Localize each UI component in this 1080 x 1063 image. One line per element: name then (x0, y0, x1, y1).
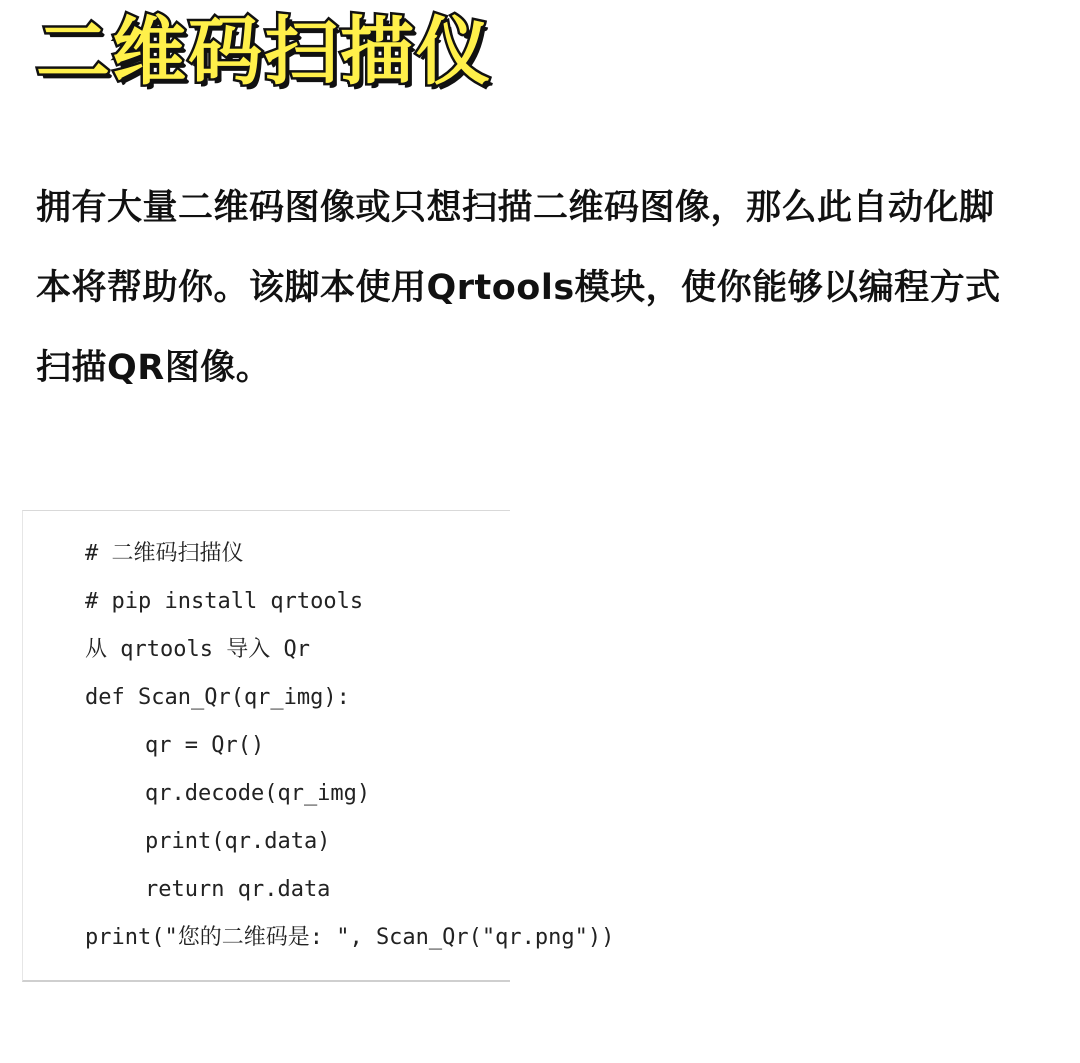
code-block (22, 510, 615, 982)
code-return-line: return qr.data (145, 877, 331, 902)
code-qr-init-line: qr = Qr() (145, 733, 265, 758)
code-def-line: def Scan_Qr(qr_img): (85, 685, 350, 710)
code-decode-line: qr.decode(qr_img) (145, 781, 371, 806)
intro-paragraph: 拥有大量二维码图像或只想扫描二维码图像，那么此自动化脚本将帮助你。该脚本使用Qrtools模块，使你能够以编程方式扫描QR图像。 (36, 188, 1001, 388)
code-print-data-line: print(qr.data) (145, 829, 331, 854)
code-comment-title: # 二维码扫描仪 (85, 541, 244, 566)
code-print-result-line: print("您的二维码是: ", Scan_Qr("qr.png")) (85, 925, 615, 950)
page-title: 二维码扫描仪 (36, 9, 492, 95)
code-import-line: 从 qrtools 导入 Qr (85, 637, 310, 662)
code-comment-install: # pip install qrtools (85, 589, 364, 614)
